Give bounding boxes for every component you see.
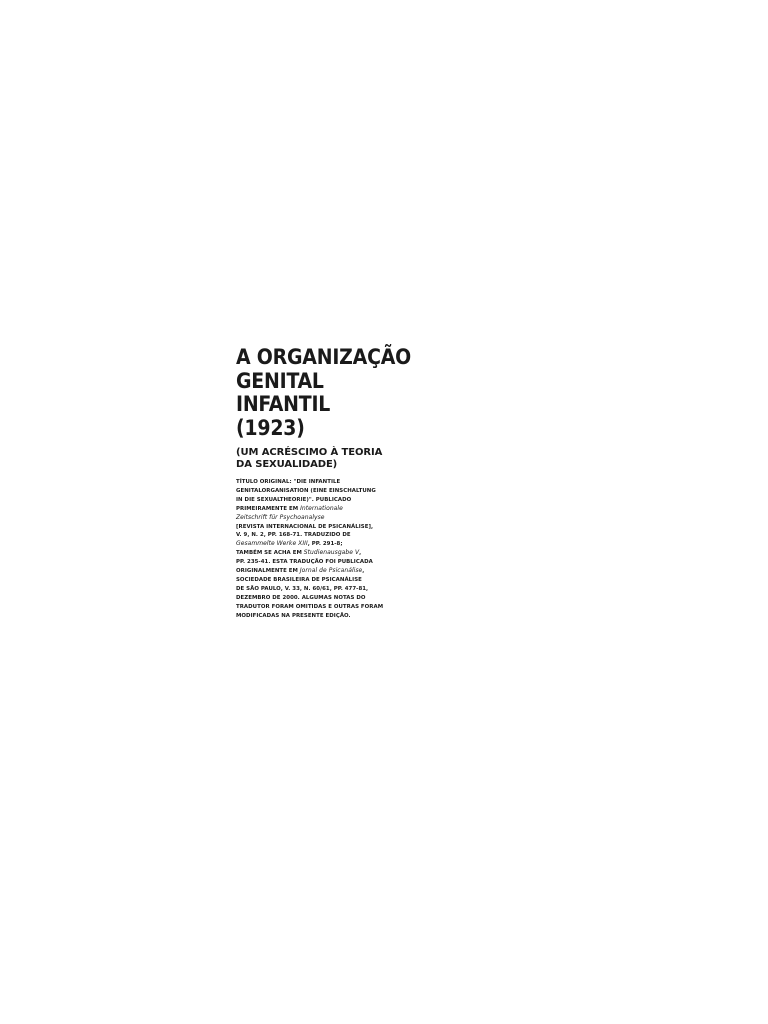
source-note-text: IN DIE SEXUALTHEORIE)". PUBLICADO: [236, 496, 352, 503]
source-note-text: TRADUTOR FORAM OMITIDAS E OUTRAS FORAM: [236, 603, 384, 610]
chapter-heading-block: [236, 345, 412, 621]
source-note-text: V. 9, N. 2, PP. 168-71. TRADUZIDO DE: [236, 532, 351, 539]
source-note-line: [236, 585, 396, 594]
source-note-line: [236, 603, 396, 612]
source-note-text: GENITALORGANISATION (EINE EINSCHALTUNG: [236, 487, 376, 494]
source-note-line: [236, 558, 396, 567]
chapter-title-line: (1923): [236, 415, 305, 440]
chapter-title-line: A ORGANIZAÇÃO: [236, 345, 412, 369]
source-note-line: [236, 478, 396, 487]
source-note-italic: Jornal de Psicanálise: [299, 567, 363, 575]
source-note-line: [236, 505, 396, 514]
source-note-line: [236, 540, 396, 549]
source-note-line: [236, 531, 396, 540]
source-note-italic: Gesammelte Werke XIII: [236, 540, 308, 548]
source-note-italic: Internationale: [300, 504, 343, 512]
source-note-text: [REVISTA INTERNACIONAL DE PSICANÁLISE],: [236, 523, 374, 530]
source-note-text: PP. 235-41. ESTA TRADUÇÃO FOI PUBLICADA: [236, 559, 373, 566]
source-note-line: [236, 549, 396, 558]
source-note-line: [236, 594, 396, 603]
chapter-title-line: INFANTIL: [236, 392, 331, 416]
source-note-text: ,: [362, 568, 365, 575]
chapter-subtitle-line: DA SEXUALIDADE): [236, 459, 338, 470]
source-note-text: ORIGINALMENTE EM: [236, 568, 300, 575]
source-note-italic: Zeitschrift für Psychoanalyse: [236, 513, 325, 521]
source-note-text: PRIMEIRAMENTE EM: [236, 505, 301, 512]
source-note-text: SOCIEDADE BRASILEIRA DE PSICANÁLISE: [236, 576, 362, 583]
source-note-line: [236, 576, 396, 585]
chapter-title-line: GENITAL: [236, 368, 324, 393]
source-note-text: TÍTULO ORIGINAL: "DIE INFANTILE: [236, 479, 341, 485]
source-note: [236, 478, 396, 621]
chapter-title: [236, 345, 412, 440]
source-note-line: [236, 567, 396, 576]
source-note-text: MODIFICADAS NA PRESENTE EDIÇÃO.: [236, 612, 351, 619]
source-note-line: [236, 514, 396, 523]
source-note-text: DE SÃO PAULO, V. 33, N. 60/61, PP. 477-81,: [236, 585, 369, 592]
source-note-text: ,: [359, 550, 362, 557]
source-note-line: [236, 487, 396, 496]
chapter-subtitle: [236, 447, 396, 471]
source-note-text: , PP. 291-8;: [307, 541, 343, 548]
source-note-line: [236, 496, 396, 505]
source-note-line: [236, 523, 396, 532]
source-note-line: [236, 612, 396, 621]
source-note-text: TAMBÉM SE ACHA EM: [236, 550, 304, 557]
source-note-italic: Studienausgabe V: [303, 549, 360, 557]
chapter-subtitle-line: (UM ACRÉSCIMO À TEORIA: [236, 447, 383, 458]
source-note-text: DEZEMBRO DE 2000. ALGUMAS NOTAS DO: [236, 594, 366, 601]
